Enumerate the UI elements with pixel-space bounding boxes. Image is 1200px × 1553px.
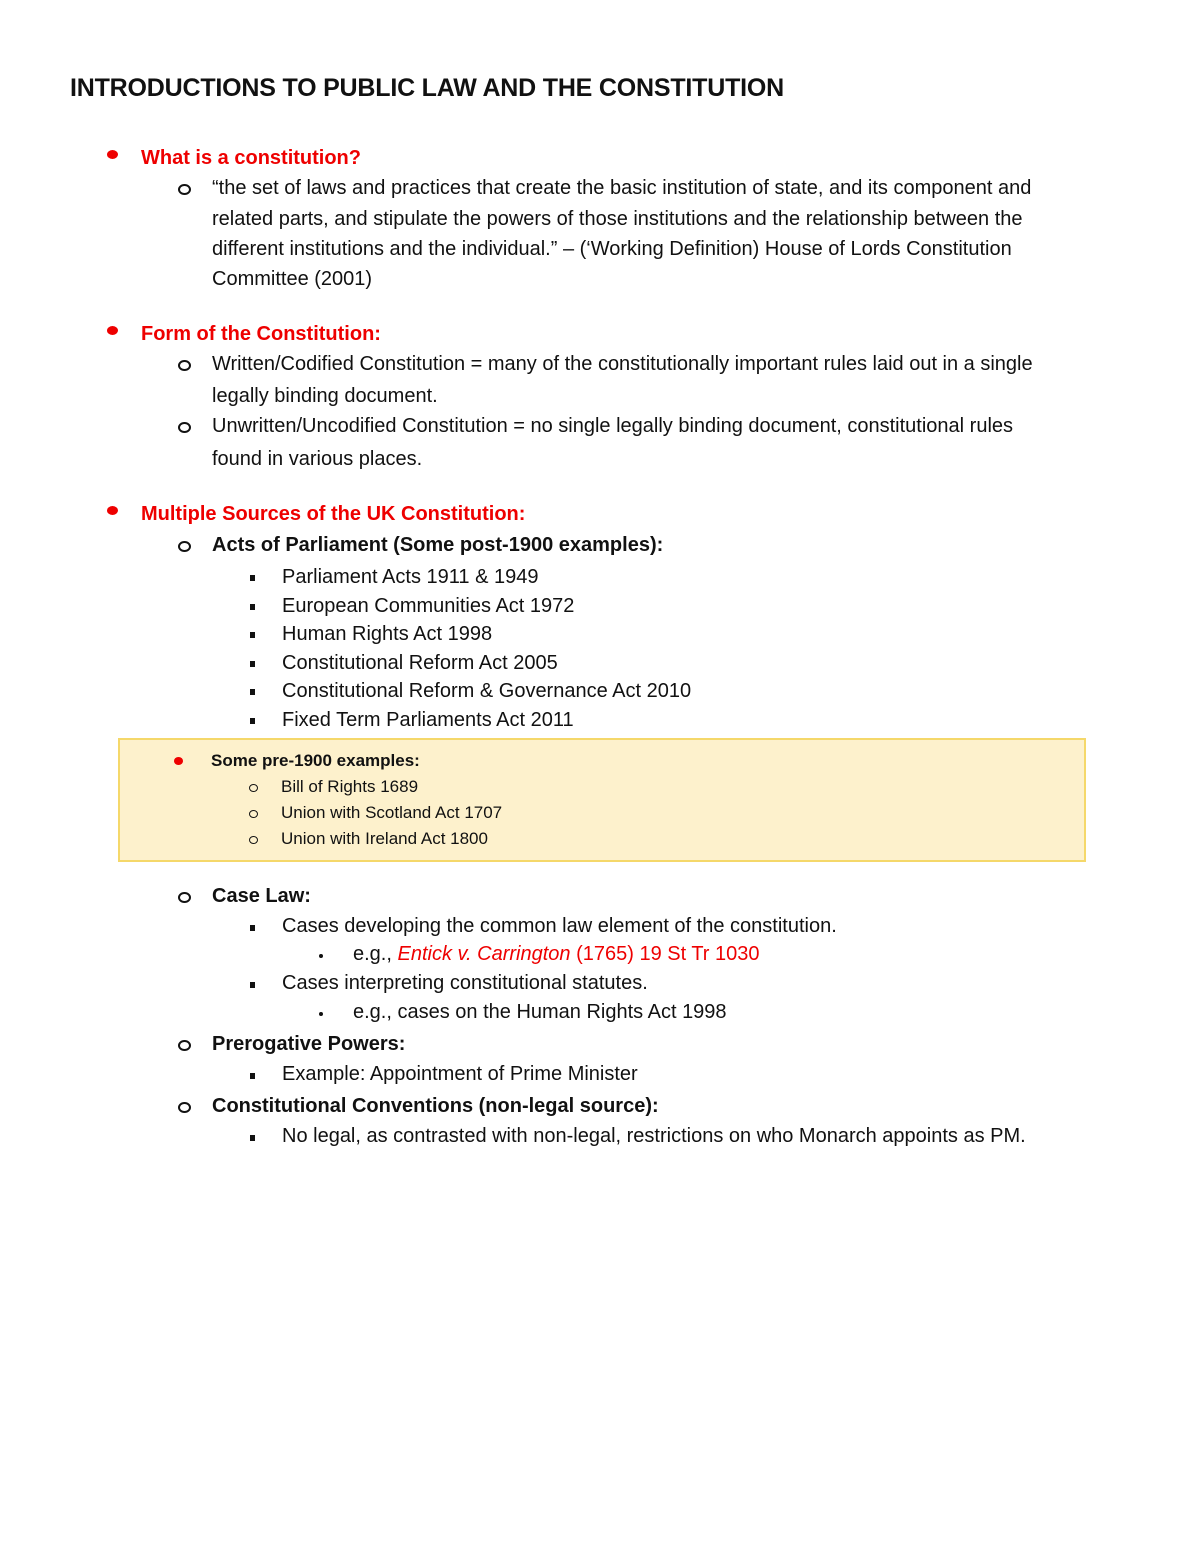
act-item: Fixed Term Parliaments Act 2011 <box>282 709 574 731</box>
bullet-square-icon <box>250 632 255 638</box>
bullet-small-dot-icon <box>319 954 323 958</box>
bullet-square-icon <box>250 1073 255 1079</box>
bullet-ring-icon <box>178 1040 191 1051</box>
bullet-ring-icon <box>249 810 258 818</box>
bullet-ring-icon <box>178 892 191 903</box>
case-common-law: Cases developing the common law element of the constitution. <box>282 915 837 937</box>
bullet-square-icon <box>250 575 255 581</box>
pre1900-highlight-box <box>118 738 1086 862</box>
definition-line: related parts, and stipulate the powers of those institutions and the relationship between the <box>212 208 1023 230</box>
form-written-line: legally binding document. <box>212 385 438 407</box>
bullet-square-icon <box>250 718 255 724</box>
bullet-ring-icon <box>178 1102 191 1113</box>
act-item: Constitutional Reform Act 2005 <box>282 652 558 674</box>
bullet-ring-icon <box>249 836 258 844</box>
section-heading-what: What is a constitution? <box>141 147 361 169</box>
bullet-small-dot-icon <box>319 1012 323 1016</box>
case-statutes-example: e.g., cases on the Human Rights Act 1998 <box>353 1001 727 1023</box>
case-statutes: Cases interpreting constitutional statutes. <box>282 972 648 994</box>
pre1900-item: Union with Ireland Act 1800 <box>281 829 488 848</box>
bullet-square-icon <box>250 604 255 610</box>
case-common-example <box>353 939 760 969</box>
act-item: European Communities Act 1972 <box>282 595 575 617</box>
bullet-ring-icon <box>178 184 191 195</box>
case-citation: (1765) 19 St Tr 1030 <box>570 943 760 965</box>
example-prefix: e.g., <box>353 943 398 965</box>
bullet-dot-icon <box>174 757 183 765</box>
definition-line: Committee (2001) <box>212 268 373 290</box>
conventions-heading: Constitutional Conventions (non-legal source): <box>212 1095 659 1117</box>
conventions-example: No legal, as contrasted with non-legal, restrictions on who Monarch appoints as PM. <box>282 1125 1026 1147</box>
bullet-ring-icon <box>249 784 258 792</box>
section-heading-sources: Multiple Sources of the UK Constitution: <box>141 503 526 525</box>
section-heading-form: Form of the Constitution: <box>141 323 381 345</box>
bullet-ring-icon <box>178 422 191 433</box>
pre1900-item: Bill of Rights 1689 <box>281 777 419 796</box>
bullet-dot-icon <box>107 326 118 335</box>
form-written-line: Written/Codified Constitution = many of the constitutionally important rules laid out in a single <box>212 353 1033 375</box>
bullet-square-icon <box>250 925 255 931</box>
prerogative-heading: Prerogative Powers: <box>212 1033 406 1055</box>
bullet-ring-icon <box>178 541 191 552</box>
form-unwritten-line: found in various places. <box>212 448 423 470</box>
bullet-square-icon <box>250 661 255 667</box>
case-law-heading: Case Law: <box>212 885 311 907</box>
bullet-ring-icon <box>178 360 191 371</box>
act-item: Parliament Acts 1911 & 1949 <box>282 566 539 588</box>
act-item: Constitutional Reform & Governance Act 2010 <box>282 680 692 702</box>
bullet-square-icon <box>250 689 255 695</box>
page-title: INTRODUCTIONS TO PUBLIC LAW AND THE CONSTITUTION <box>70 74 784 102</box>
acts-heading: Acts of Parliament (Some post-1900 examples): <box>212 534 664 556</box>
bullet-dot-icon <box>107 150 118 159</box>
definition-line: different institutions and the individual.” – (‘Working Definition) House of Lords Constitution <box>212 238 1012 260</box>
bullet-dot-icon <box>107 506 118 515</box>
case-name: Entick v. Carrington <box>397 943 571 965</box>
pre1900-item: Union with Scotland Act 1707 <box>281 803 503 822</box>
act-item: Human Rights Act 1998 <box>282 623 493 645</box>
definition-line: “the set of laws and practices that create the basic institution of state, and its component and <box>212 177 1032 199</box>
prerogative-example: Example: Appointment of Prime Minister <box>282 1063 638 1085</box>
form-unwritten-line: Unwritten/Uncodified Constitution = no single legally binding document, constitutional rules <box>212 415 1014 437</box>
bullet-square-icon <box>250 982 255 988</box>
pre1900-heading: Some pre-1900 examples: <box>211 751 420 770</box>
bullet-square-icon <box>250 1135 255 1141</box>
